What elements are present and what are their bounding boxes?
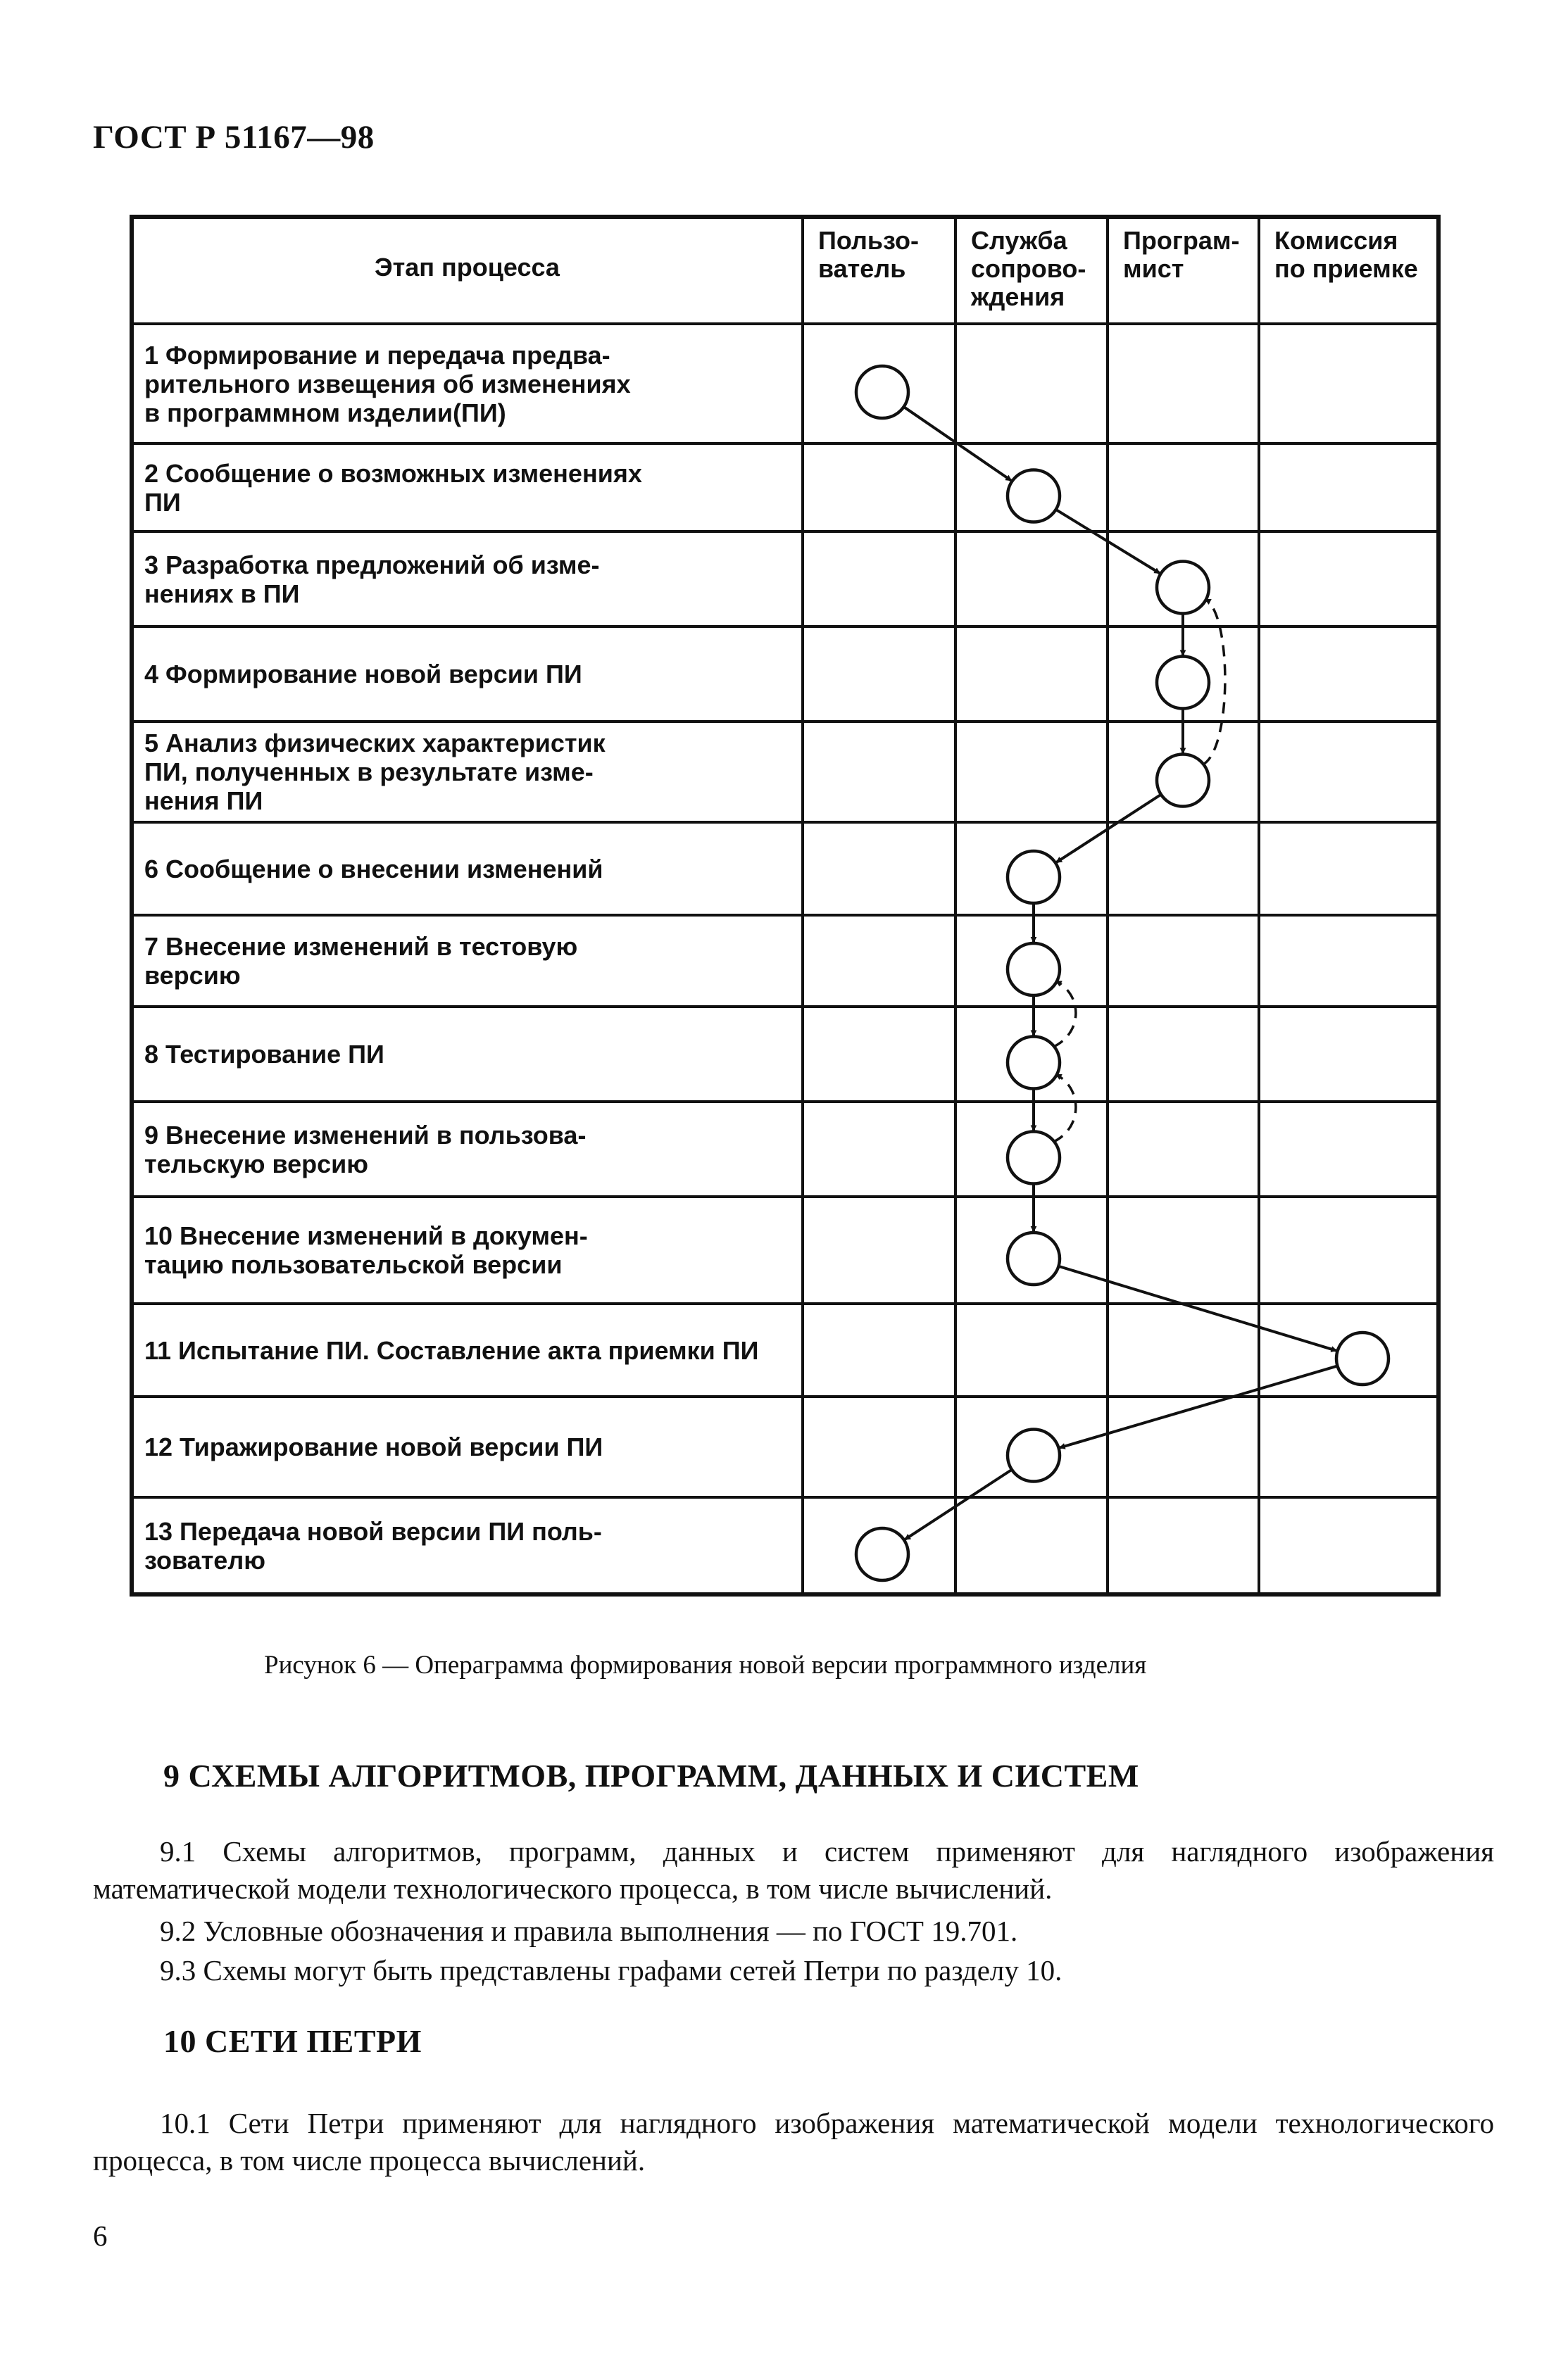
process-node (1157, 657, 1209, 709)
flow-arrow (1058, 1266, 1336, 1351)
process-stage-label: 6 Сообщение о внесении изменений (144, 855, 603, 883)
flow-arrow (1059, 1366, 1337, 1447)
feedback-arrow (1053, 1074, 1076, 1142)
process-node (856, 366, 908, 418)
process-node (1157, 755, 1209, 807)
role-column-header: Служба сопрово- ждения (971, 226, 1086, 311)
process-node (1336, 1333, 1388, 1385)
role-column-header: Комиссия по приемке (1274, 226, 1418, 283)
process-node (1008, 851, 1060, 903)
paragraph-9-3: 9.3 Схемы могут быть представлены графами сетей Петри по разделу 10. (160, 1954, 1062, 1987)
role-column-header: Програм- мист (1123, 226, 1240, 283)
figure-caption: Рисунок 6 — Операграмма формирования новой версии программного изделия (264, 1651, 1147, 1680)
stage-column-header: Этап процесса (375, 253, 560, 282)
process-node (1008, 1037, 1060, 1089)
process-stage-label: 8 Тестирование ПИ (144, 1040, 384, 1069)
section-9-title: 9 СХЕМЫ АЛГОРИТМОВ, ПРОГРАММ, ДАННЫХ И СИСТЕМ (163, 1758, 1139, 1794)
process-node (1008, 470, 1060, 522)
paragraph-9-2: 9.2 Условные обозначения и правила выполнения — по ГОСТ 19.701. (160, 1915, 1018, 1947)
process-stage-label: 2 Сообщение о возможных изменениях ПИ (144, 459, 642, 517)
operogram-nodes (856, 366, 1388, 1580)
operogram-arrows (904, 407, 1338, 1540)
process-node (1008, 1430, 1060, 1482)
document-header: ГОСТ Р 51167—98 (93, 119, 375, 156)
process-stage-label: 3 Разработка предложений об изме- нениях в ПИ (144, 550, 600, 608)
paragraph-10-1: 10.1 Сети Петри применяют для наглядного изображения математической модели технологического процесса, в том числе процесса вычислений. (93, 2107, 1494, 2177)
process-node (1157, 562, 1209, 614)
process-stage-label: 12 Тиражирование новой версии ПИ (144, 1433, 603, 1461)
paragraph-9-1: 9.1 Схемы алгоритмов, программ, данных и систем применяют для наглядного изображения математической модели технологического процесса, в том числе вычислений. (93, 1835, 1494, 1905)
process-node (1008, 943, 1060, 995)
process-node (856, 1528, 908, 1580)
feedback-arrow (1053, 981, 1076, 1047)
process-stage-label: 9 Внесение изменений в пользова- тельскую версию (144, 1121, 587, 1178)
process-stage-label: 10 Внесение изменений в докумен- тацию пользовательской версии (144, 1221, 588, 1279)
process-stage-label: 7 Внесение изменений в тестовую версию (144, 932, 578, 990)
process-stage-label: 11 Испытание ПИ. Составление акта приемки ПИ (144, 1336, 759, 1365)
process-stage-label: 13 Передача новой версии ПИ поль- зователю (144, 1517, 602, 1575)
process-node (1008, 1233, 1060, 1285)
section-10-title: 10 СЕТИ ПЕТРИ (163, 2023, 422, 2059)
page-number: 6 (93, 2220, 108, 2252)
role-column-header: Пользо- ватель (818, 226, 919, 283)
process-node (1008, 1132, 1060, 1184)
process-stage-label: 5 Анализ физических характеристик ПИ, полученных в результате изме- нения ПИ (144, 729, 606, 815)
process-stage-label: 1 Формирование и передача предва- рительного извещения об изменениях в программном изделии(ПИ) (144, 341, 631, 427)
process-stage-label: 4 Формирование новой версии ПИ (144, 660, 582, 688)
flow-arrow (905, 1470, 1012, 1540)
